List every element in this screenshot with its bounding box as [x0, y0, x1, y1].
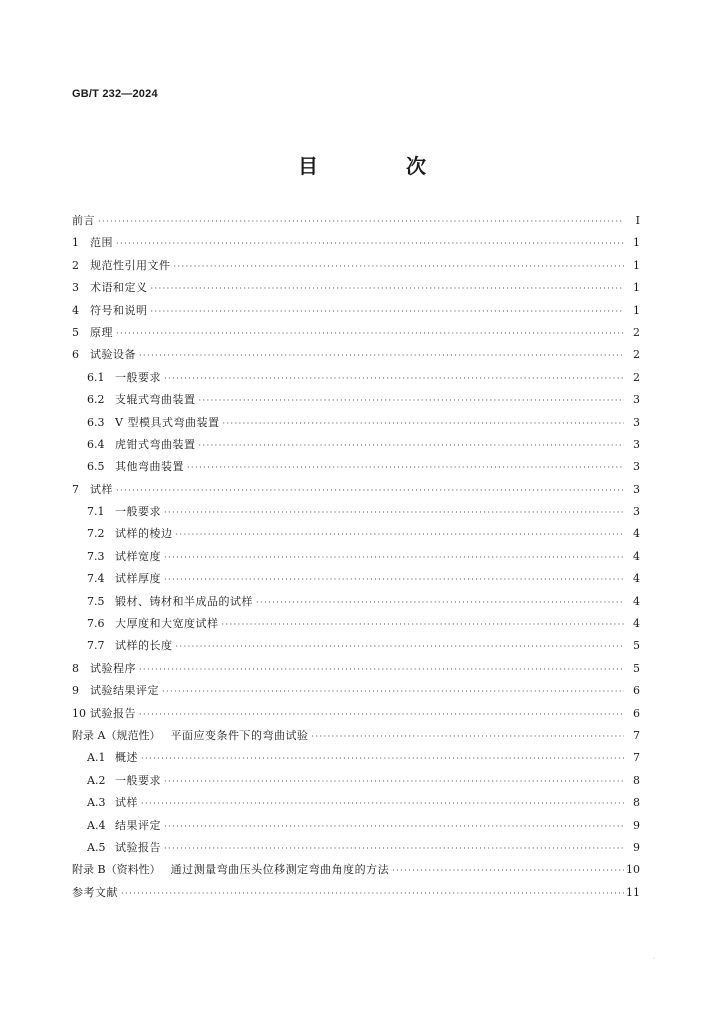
scan-mark: ˙	[652, 958, 655, 965]
toc-entry-label: 一般要求	[115, 505, 161, 519]
toc-entry[interactable]	[72, 635, 640, 657]
toc-entry-page: 2	[633, 348, 640, 362]
toc-entry-page: 2	[633, 370, 640, 384]
toc-entry[interactable]	[72, 882, 640, 904]
toc-leader-dots	[164, 771, 624, 793]
toc-leader-dots	[164, 547, 624, 569]
toc-entry-page: 7	[633, 751, 640, 765]
toc-entry-label: V 型模具式弯曲装置	[115, 415, 220, 429]
toc-entry-page: 4	[633, 594, 640, 608]
toc-entry[interactable]	[72, 344, 640, 366]
toc-entry-label: 平面应变条件下的弯曲试验	[170, 728, 309, 742]
toc-leader-dots	[116, 233, 624, 255]
toc-entry-label: 符号和说明	[90, 303, 148, 317]
toc-leader-dots	[141, 748, 624, 770]
toc-entry[interactable]	[72, 703, 640, 725]
toc-leader-dots	[199, 390, 625, 412]
toc-entry-page: Ⅰ	[635, 214, 640, 227]
toc-entry[interactable]	[72, 658, 640, 680]
toc-entry-label: 试验报告	[115, 840, 161, 854]
toc-entry-label: 试样	[115, 796, 138, 810]
toc-leader-dots	[151, 301, 625, 323]
toc-entry-number: A.1	[87, 751, 106, 765]
toc-entry-label: 试验设备	[90, 348, 136, 362]
toc-entry-number: 6	[72, 348, 79, 362]
toc-entry-page: 1	[633, 281, 640, 295]
toc-entry[interactable]	[72, 815, 640, 837]
toc-entry-number: 6.2	[87, 393, 105, 407]
toc-entry-label: 参考文献	[72, 885, 118, 899]
toc-entry-label: 术语和定义	[90, 281, 148, 295]
toc-entry[interactable]	[72, 792, 640, 814]
toc-entry-page: 10	[626, 863, 640, 877]
toc-leader-dots	[98, 211, 624, 233]
toc-entry-page: 3	[633, 505, 640, 519]
toc-entry-number: 7	[72, 482, 79, 496]
toc-leader-dots	[116, 480, 624, 502]
toc-entry[interactable]	[72, 501, 640, 523]
toc-leader-dots	[164, 502, 624, 524]
toc-entry-number: 7.2	[87, 527, 105, 541]
toc-entry[interactable]	[72, 434, 640, 456]
toc-entry-number: A.4	[87, 818, 106, 832]
toc-entry-number: 6.1	[87, 370, 105, 384]
toc-entry-number: 7.5	[87, 594, 105, 608]
toc-entry[interactable]	[72, 613, 640, 635]
toc-entry-page: 5	[633, 639, 640, 653]
toc-leader-dots	[392, 860, 624, 882]
toc-leader-dots	[164, 838, 624, 860]
toc-leader-dots	[174, 256, 625, 278]
toc-entry[interactable]	[72, 770, 640, 792]
toc-leader-dots	[139, 345, 624, 367]
toc-entry[interactable]	[72, 568, 640, 590]
toc-entry-page: 8	[633, 796, 640, 810]
toc-entry[interactable]	[72, 367, 640, 389]
table-of-contents	[72, 210, 640, 904]
toc-entry-number: 7.4	[87, 572, 105, 586]
toc-entry-page: 8	[633, 773, 640, 787]
toc-entry-page: 3	[633, 460, 640, 474]
toc-entry-number: 附录 B（资料性）	[72, 863, 161, 877]
toc-entry-page: 4	[633, 527, 640, 541]
toc-leader-dots	[151, 278, 625, 300]
toc-entry-number: 7.7	[87, 639, 105, 653]
toc-entry-label: 试样的棱边	[115, 527, 173, 541]
toc-leader-dots	[164, 368, 624, 390]
toc-entry-number: 5	[72, 325, 79, 339]
toc-leader-dots	[139, 704, 624, 726]
toc-entry-number: 6.4	[87, 437, 105, 451]
toc-entry-page: 5	[633, 661, 640, 675]
toc-entry-page: 4	[633, 549, 640, 563]
toc-entry-number: 8	[72, 661, 79, 675]
toc-entry-page: 1	[633, 303, 640, 317]
toc-entry-number: 7.1	[87, 505, 105, 519]
toc-entry[interactable]	[72, 255, 640, 277]
toc-entry-number: 3	[72, 281, 79, 295]
toc-entry-number: 4	[72, 303, 79, 317]
toc-entry-page: 2	[633, 325, 640, 339]
toc-entry[interactable]	[72, 523, 640, 545]
toc-entry-page: 9	[633, 840, 640, 854]
toc-entry[interactable]	[72, 210, 640, 232]
toc-entry[interactable]	[72, 546, 640, 568]
toc-entry-number: A.3	[87, 796, 106, 810]
toc-leader-dots	[121, 883, 624, 905]
toc-entry[interactable]	[72, 725, 640, 747]
toc-entry-page: 4	[633, 617, 640, 631]
toc-entry-page: 3	[633, 415, 640, 429]
toc-leader-dots	[139, 659, 624, 681]
toc-entry-page: 1	[633, 258, 640, 272]
toc-entry-label: 锻材、铸材和半成品的试样	[115, 594, 253, 608]
toc-entry-label: 通过测量弯曲压头位移测定弯曲角度的方法	[170, 863, 390, 877]
toc-entry[interactable]	[72, 680, 640, 702]
toc-leader-dots	[164, 816, 624, 838]
toc-entry[interactable]	[72, 300, 640, 322]
toc-entry-page: 3	[633, 482, 640, 496]
toc-entry-number: 6.5	[87, 460, 105, 474]
toc-leader-dots	[116, 323, 624, 345]
toc-entry[interactable]	[72, 837, 640, 859]
toc-entry-label: 试样的长度	[115, 639, 173, 653]
toc-entry[interactable]	[72, 232, 640, 254]
toc-entry-number: 7.3	[87, 549, 105, 563]
toc-entry-page: 9	[633, 818, 640, 832]
toc-entry-number: A.2	[87, 773, 106, 787]
toc-entry-label: 试样厚度	[115, 572, 161, 586]
toc-leader-dots	[256, 592, 624, 614]
toc-leader-dots	[141, 793, 624, 815]
toc-entry-page: 6	[633, 706, 640, 720]
toc-entry-page: 7	[633, 728, 640, 742]
toc-leader-dots	[176, 524, 625, 546]
toc-leader-dots	[162, 681, 624, 703]
toc-entry-label: 虎钳式弯曲装置	[115, 437, 196, 451]
toc-entry-label: 结果评定	[115, 818, 161, 832]
toc-entry-label: 范围	[90, 236, 113, 250]
toc-entry[interactable]	[72, 479, 640, 501]
toc-entry-number: 1	[72, 236, 79, 250]
toc-entry[interactable]	[72, 747, 640, 769]
toc-entry-label: 规范性引用文件	[90, 258, 171, 272]
toc-entry-label: 试样	[90, 482, 113, 496]
toc-entry-number: 附录 A（规范性）	[72, 728, 161, 742]
toc-entry-label: 大厚度和大宽度试样	[115, 617, 219, 631]
toc-entry[interactable]	[72, 277, 640, 299]
toc-entry-label: 试验结果评定	[90, 684, 159, 698]
toc-entry-label: 一般要求	[115, 773, 161, 787]
toc-entry[interactable]	[72, 389, 640, 411]
toc-entry-page: 11	[626, 885, 640, 899]
toc-leader-dots	[311, 726, 624, 748]
toc-entry-label: 试样宽度	[115, 549, 161, 563]
toc-entry[interactable]	[72, 859, 640, 881]
toc-entry-label: 试验程序	[90, 661, 136, 675]
toc-leader-dots	[176, 636, 625, 658]
toc-entry-page: 4	[633, 572, 640, 586]
toc-entry-label: 前言	[72, 214, 95, 227]
toc-entry-page: 1	[633, 236, 640, 250]
toc-entry-number: 10	[72, 706, 86, 720]
toc-entry-label: 一般要求	[115, 370, 161, 384]
standard-code: GB/T 232—2024	[72, 88, 158, 100]
toc-leader-dots	[199, 435, 625, 457]
toc-leader-dots	[187, 457, 624, 479]
toc-leader-dots	[222, 614, 625, 636]
toc-entry-number: 9	[72, 684, 79, 698]
toc-entry-page: 3	[633, 393, 640, 407]
toc-entry[interactable]	[72, 412, 640, 434]
toc-entry-page: 6	[633, 684, 640, 698]
toc-entry-number: 2	[72, 258, 79, 272]
toc-entry-label: 试验报告	[90, 706, 136, 720]
toc-entry-label: 其他弯曲装置	[115, 460, 184, 474]
toc-entry-label: 支辊式弯曲装置	[115, 393, 196, 407]
toc-entry-label: 原理	[90, 325, 113, 339]
toc-entry-number: 7.6	[87, 617, 105, 631]
toc-entry-number: A.5	[87, 840, 106, 854]
toc-leader-dots	[164, 569, 624, 591]
toc-entry-label: 概述	[115, 751, 138, 765]
page-title: 目 次	[298, 154, 460, 178]
toc-entry-page: 3	[633, 437, 640, 451]
toc-entry[interactable]	[72, 322, 640, 344]
toc-entry[interactable]	[72, 456, 640, 478]
toc-entry-number: 6.3	[87, 415, 105, 429]
toc-leader-dots	[222, 413, 624, 435]
toc-entry[interactable]	[72, 591, 640, 613]
